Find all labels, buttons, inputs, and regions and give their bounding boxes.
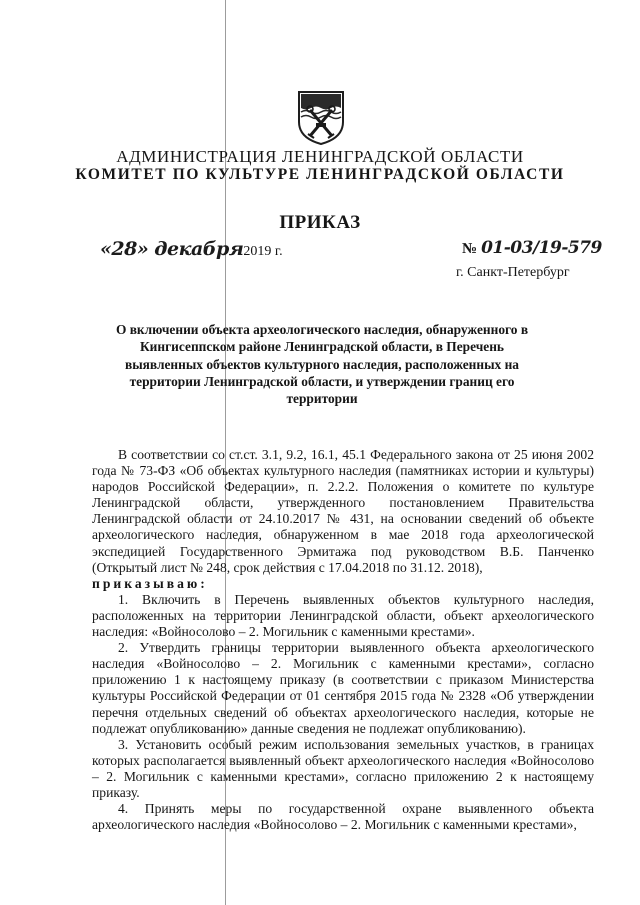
order-item-1: 1. Включить в Перечень выявленных объектов культурного наследия, расположенных на территории Ленинградской области, объект археологического наследия: «Войносолово – 2. Могильник с каменными крестами». <box>92 591 594 640</box>
order-item-3: 3. Установить особый режим использования земельных участков, в границах которых располагается выявленный объект археологического наследия «Войносолово – 2. Могильник с каменными крестами», согласно приложению 2 к настоящему приказу. <box>92 736 594 800</box>
order-city: г. Санкт-Петербург <box>456 265 570 280</box>
coat-of-arms-emblem <box>296 88 346 146</box>
order-date <box>100 238 283 264</box>
administration-name: АДМИНИСТРАЦИЯ ЛЕНИНГРАДСКОЙ ОБЛАСТИ <box>116 147 524 166</box>
printed-year: 2019 г. <box>243 244 283 259</box>
preamble-paragraph: В соответствии со ст.ст. 3.1, 9.2, 16.1, 45.1 Федерального закона от 25 июня 2002 года № 73-ФЗ «Об объектах культурного наследия (памятниках истории и культуры) народов Российской Федерации», п. 2.2.2. Положения о комитете по культуре Ленинградской области, утвержденного постановлением Правительства Ленинградской области от 24.10.2017 № 431, на основании сведений об объекте археологического наследия, обнаруженном в мае 2018 года археологической экспедицией Государственного Эрмитажа под руководством В.Б. Панченко (Открытый лист № 248, срок действия с 17.04.2018 по 31.12. 2018), <box>92 447 594 575</box>
order-item-4: 4. Принять меры по государственной охране выявленного объекта археологического наследия «Войносолово – 2. Могильник с каменными крестами», <box>92 801 594 833</box>
order-number <box>462 238 602 258</box>
order-body <box>92 447 594 833</box>
order-item-2: 2. Утвердить границы территории выявленного объекта археологического наследия «Войносолово – 2. Могильник с каменными крестами», согласно приложению 1 к настоящему приказу (в соответствии с приказом Министерства культуры Российской Федерации от 01 сентября 2015 года № 2328 «Об утверждении перечня отдельных сведений об объектах археологического наследия, которые не подлежат опубликованию» данные сведения не подлежат опубликованию). <box>92 640 594 736</box>
committee-name: КОМИТЕТ ПО КУЛЬТУРЕ ЛЕНИНГРАДСКОЙ ОБЛАСТИ <box>75 166 565 183</box>
order-subject: О включении объекта археологического наследия, обнаруженного в Кингисеппском районе Ленинградской области, в Перечень выявленных объектов культурного наследия, расположенных на территории Ленинградской области, и утверждении границ его территории <box>115 322 529 407</box>
decree-word: приказываю: <box>92 575 208 591</box>
handwritten-number: 01-03/19-579 <box>481 238 602 258</box>
order-title: ПРИКАЗ <box>279 212 361 233</box>
handwritten-date: «28» декабря <box>100 238 244 260</box>
number-sign: № <box>462 241 478 257</box>
